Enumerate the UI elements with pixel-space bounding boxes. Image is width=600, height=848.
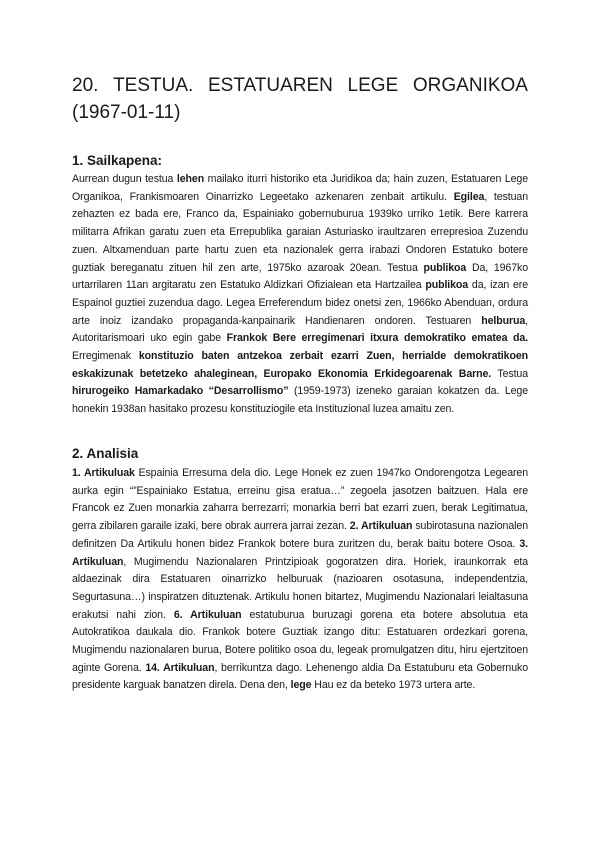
title-word: ESTATUAREN bbox=[207, 75, 333, 96]
section-heading-sailkapena: 1. Sailkapena: bbox=[72, 153, 163, 168]
bold-text-run: 6. Artikuluan bbox=[173, 608, 242, 621]
text-run: subirotasuna nazionalen definitzen Da Artikulu honen bidez Frankok botere bura zuritzen du, berak baitu botere Osoa. bbox=[72, 520, 528, 550]
paragraph-sailkapena bbox=[72, 171, 528, 419]
document-title bbox=[72, 72, 528, 126]
title-word: 20. bbox=[72, 75, 99, 96]
text-run: Da, 1967ko urtarrilaren 11an argitaratu zen Estatuko Aldizkari Ofizialean eta Hartzailea bbox=[72, 261, 529, 292]
title-word: TESTUA. bbox=[113, 75, 194, 96]
bold-text-run: publikoa bbox=[425, 279, 469, 292]
text-run: Aurrean dugun testua bbox=[72, 173, 177, 185]
text-run: Testua bbox=[491, 367, 529, 380]
text-run: , Mugimendu Nazionalaren Printzipioak gogoratzen dira. Horiek, iraunkorrak eta aldaezinak dira Estatuaren oinarrizko helburuak (nazioaren osotasuna, independentzia, Segurtasuna…) inspiratzen dituztenak. Artikulu honen bitartez, Mugimendu Nazionalari leialtasuna erakutsi nahi zion. bbox=[72, 555, 528, 621]
title-line bbox=[72, 72, 528, 99]
bold-text-run: lehen bbox=[176, 173, 205, 185]
text-run: , berrikuntza dago. Lehenengo aldia Da Estatuburu eta Gobernuko presidente karguak banatzen direla. Dena den, bbox=[72, 661, 529, 692]
paragraph-analisia bbox=[72, 465, 528, 695]
text-run: Espainia Erresuma dela dio. Lege Honek ez zuen 1947ko Ondorengotza Legearen aurka egin “”Espainiako Estatua, erreinu gisa eratua…” zegoela jasotzen baitzuen. Hala ere Francok ez Zuen monarkia zaharra berrezarri; monarkia berri bat ezarri zuen, berak Legitimatua, gerra zibilaren garaile izaki, bere obrak aurrera jarrai zezan. bbox=[72, 467, 528, 533]
text-run: Erregimenak bbox=[72, 350, 139, 363]
bold-text-run: hirurogeiko Hamarkadako “Desarrollismo” bbox=[72, 385, 289, 398]
title-word: ORGANIKOA bbox=[412, 75, 528, 96]
text-run: , Autoritarismoari uko egin gabe bbox=[72, 314, 528, 345]
section-heading-analisia: 2. Analisia bbox=[72, 446, 139, 461]
text-run: Hau ez da beteko 1973 urtera arte. bbox=[311, 679, 476, 692]
text-run: mailako iturri historiko eta Juridikoa da; hain zuzen, Estatuaren Lege Organikoa, Frankismoaren Oinarrizko Legeetako azkenaren zenbait artikulu. bbox=[72, 173, 528, 203]
bold-text-run: 1. Artikuluak bbox=[72, 467, 135, 479]
text-run: , testuan zehazten ez bada ere, Franco da, Espainiako gobernuburua 1939ko urriko 1etik. Bere karrera militarra Afrikan garatu zuen eta Errepublika garaian Asturiasko iraultzaren errepresioa Zuzendu zuen. Altxamenduan parte hartu zuen eta nazionalek gerra irabazi Ondoren Estatuko botere guztiak bereganatu zituen hil zen arte, 1975ko azaroak 20ean. Testua bbox=[72, 190, 528, 274]
bold-text-run: Egilea bbox=[453, 190, 485, 203]
bold-text-run: 2. Artikuluan bbox=[349, 520, 413, 533]
bold-text-run: publikoa bbox=[423, 261, 467, 274]
text-run: da, izan ere Espainol guztiei zuzendua dago. Legea Erreferendum bidez onetsi zen, 1966ko Abenduan, ordura arte inoiz izandako propaganda-kanpainarik Handienaren ondoren. Testuaren bbox=[72, 279, 528, 327]
bold-text-run: helburua bbox=[481, 314, 526, 327]
title-date: (1967-01-11) bbox=[72, 102, 181, 123]
bold-text-run: lege bbox=[290, 679, 312, 692]
bold-text-run: konstituzio baten antzekoa zerbait ezarri Zuen, herrialde demokratikoen eskakizunak betetzeko ahaleginean, Europako Ekonomia Erkidegoarenak Barne. bbox=[72, 350, 528, 380]
text-run: estatuburua buruzagi gorena eta botere absolutua eta Autokratikoa daukala dio. Frankok botere Guztiak izango ditu: Estatuaren ordezkari gorena, Mugimendu nazionalaren burua, Botere politiko osoa du, legeak promulgatzen ditu, hiru ejertzitoen aginte Gorena. bbox=[72, 608, 528, 674]
bold-text-run: 3. Artikuluan bbox=[72, 537, 528, 568]
text-run: (1959-1973) izeneko garaian kokatzen da. Lege honekin 1938an hasitako prozesu konstituziogile eta Instituzional luzea amaitu zen. bbox=[72, 385, 529, 416]
title-word: LEGE bbox=[347, 75, 399, 96]
bold-text-run: 14. Artikuluan bbox=[145, 661, 215, 674]
bold-text-run: Frankok Bere erregimenari itxura demokratiko ematea da. bbox=[226, 332, 528, 345]
